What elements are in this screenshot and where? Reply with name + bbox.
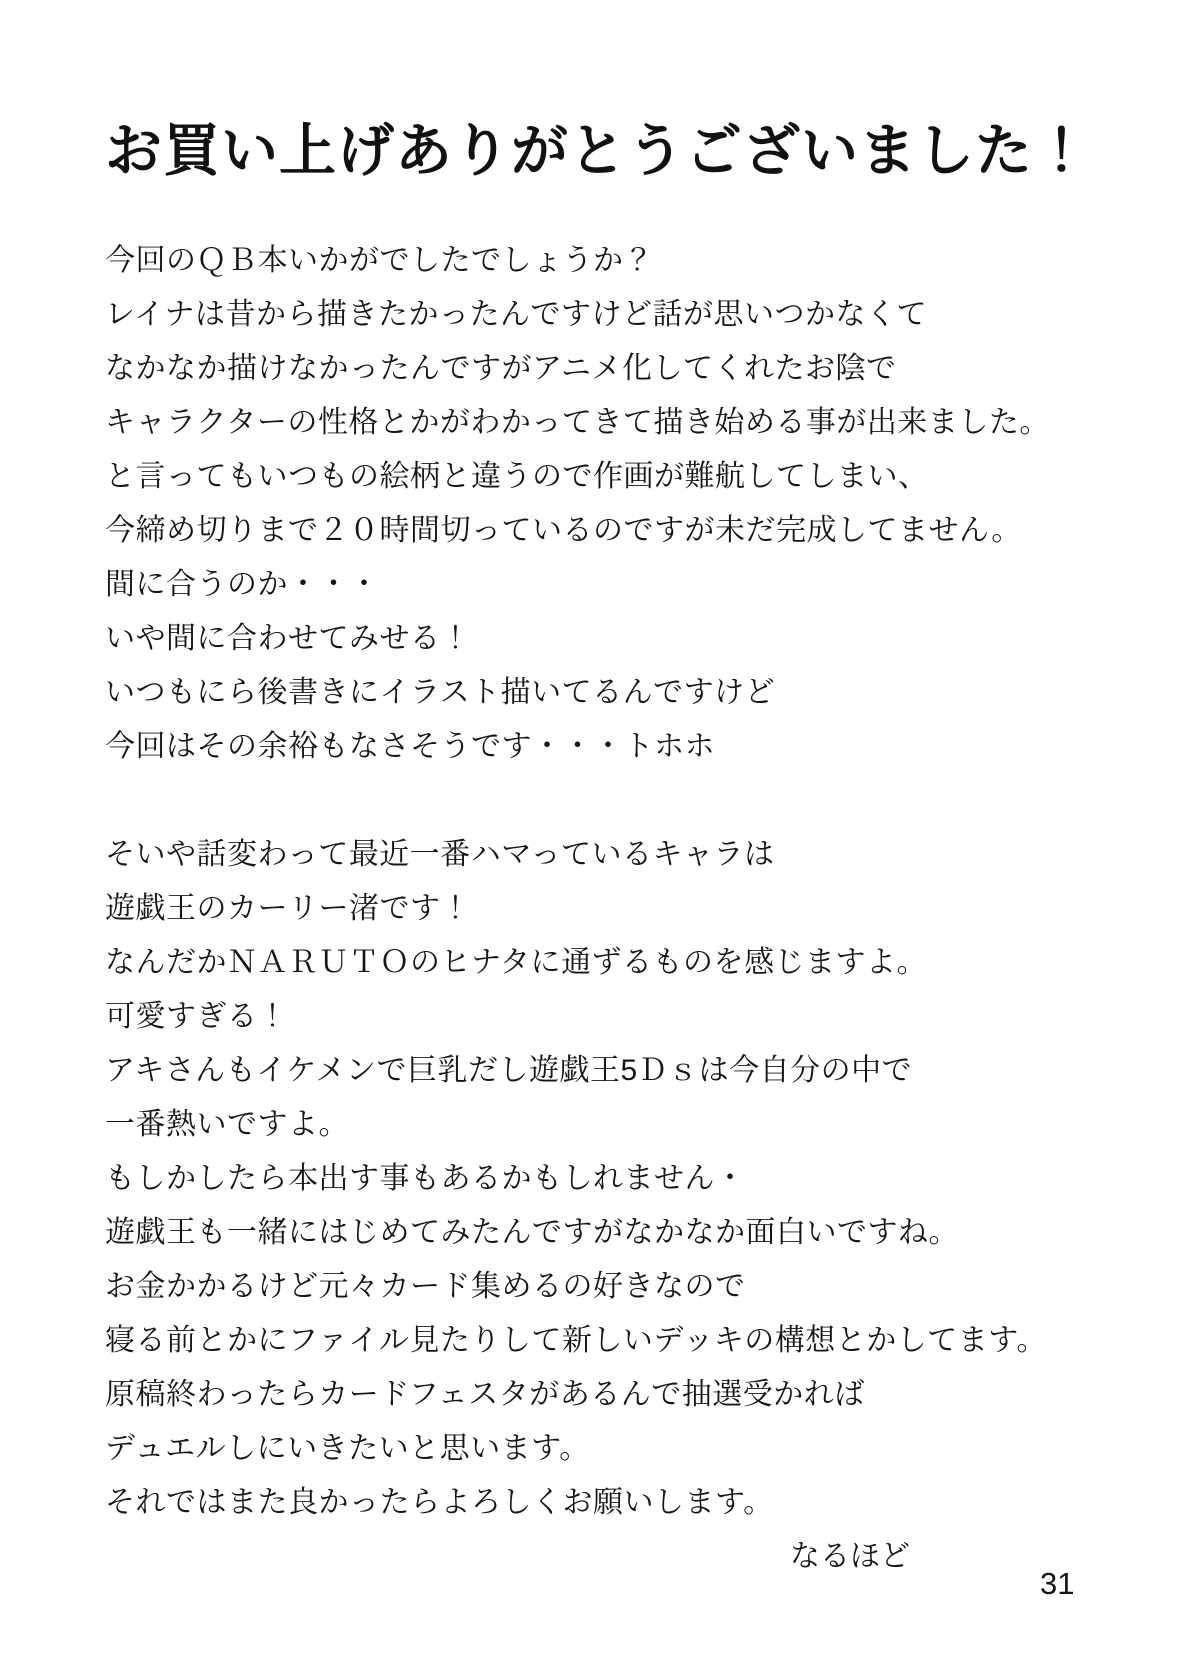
text-line: 今締め切りまで２０時間切っているのですが未だ完成してません。 [105, 513, 1022, 547]
text-line: と言ってもいつもの絵柄と違うので作画が難航してしまい、 [105, 459, 929, 493]
text-line: お金かかるけど元々カード集めるの好きなので [105, 1269, 746, 1303]
text-line: そいや話変わって最近一番ハマっているキャラは [105, 837, 775, 871]
text-line: もしかしたら本出す事もあるかもしれません・ [105, 1161, 746, 1195]
text-line: 遊戯王も一緒にはじめてみたんですがなかなか面白いですね。 [105, 1215, 959, 1249]
author-signature: なるほど [790, 1539, 910, 1573]
text-line: 今回のＱＢ本いかがでしたでしょうか？ [105, 243, 654, 277]
paragraph-spacer [105, 774, 1120, 828]
page-content [105, 112, 1120, 1584]
text-line: 今回はその余裕もなさそうです・・・トホホ [105, 729, 715, 763]
text-line: 可愛すぎる！ [105, 999, 288, 1033]
page-title: お買い上げありがとうございました！ [105, 119, 1091, 183]
text-line: デュエルしにいきたいと思います。 [105, 1431, 590, 1465]
text-line: なんだかＮＡＲＵＴＯのヒナタに通ずるものを感じますよ。 [105, 945, 927, 979]
text-line: いや間に合わせてみせる！ [105, 621, 471, 655]
text-line: キャラクターの性格とかがわかってきて描き始める事が出来ました。 [105, 405, 1050, 439]
text-line: 原稿終わったらカードフェスタがあるんで抽選受かれば [105, 1377, 865, 1411]
afterword-paragraph-1 [105, 234, 1120, 774]
text-line: レイナは昔から描きたかったんですけど話が思いつかなくて [105, 297, 927, 331]
text-line: 寝る前とかにファイル見たりして新しいデッキの構想とかしてます。 [105, 1323, 1047, 1357]
text-line: 遊戯王のカーリー渚です！ [105, 891, 471, 925]
text-line: 一番熱いですよ。 [105, 1107, 349, 1141]
text-line: 間に合うのか・・・ [105, 567, 380, 601]
page-number: 31 [1040, 1566, 1075, 1601]
text-line: アキさんもイケメンで巨乳だし遊戯王5Ｄｓは今自分の中で [105, 1053, 913, 1087]
text-line: いつもにら後書きにイラスト描いてるんですけど [105, 675, 776, 709]
afterword-paragraph-2 [105, 828, 1120, 1530]
text-line: なかなか描けなかったんですがアニメ化してくれたお陰で [105, 351, 897, 385]
text-line: それではまた良かったらよろしくお願いします。 [105, 1485, 774, 1519]
